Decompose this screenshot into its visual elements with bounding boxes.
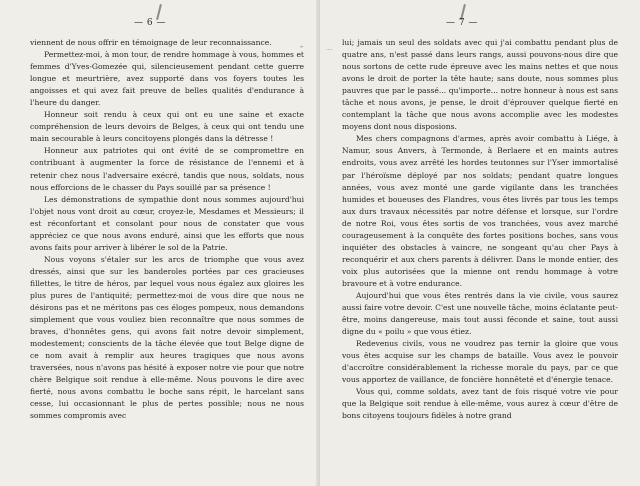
margin-note-right: .... <box>326 46 333 52</box>
right-page <box>320 0 640 486</box>
paragraph: Honneur aux patriotes qui ont évité de se compromettre en contribuant à augmenter la force de résistance de l'ennemi et à retenir chez nous l'adversaire exécré, tandis que nous, soldats, nous nous efforcions de le chasser du Pays souillé par sa présence ! <box>30 146 304 192</box>
paragraph: Honneur soit rendu à ceux qui ont eu une saine et exacte compréhension de leurs devoirs de Belges, à ceux qui ont tendu une main secourable à leurs concitoyens plongés dans la détresse ! <box>30 110 304 144</box>
paragraph: Redevenus civils, vous ne voudrez pas ternir la gloire que vous vous êtes acquise sur les champs de bataille. Vous avez le pouvoir d'accroître considérablement la richesse morale du pays, par ce que vous apportez de vaillance, de foncière honnêteté et d'énergie tenace. <box>342 339 618 385</box>
paragraph: lui; jamais un seul des soldats avec qui j'ai combattu pendant plus de quatre ans, n'est passé dans leurs rangs, aussi pouvons-nous dire que nous sortons de cette rude épreuve avec les mains nettes et que nous avons le droit de porter la tête haute; sans doute, nous sommes plus pauvres que par le passé... qu'importe... notre honneur à nous est sans tâche et nous avons, je pense, le droit d'éprouver quelque fierté en contemplant la tâche que nous avons accomplie avec les modestes moyens dont nous disposions. <box>342 38 618 132</box>
margin-note-left: » <box>300 44 304 50</box>
left-page <box>0 0 318 486</box>
right-page-text <box>342 37 618 423</box>
paragraph: Vous qui, comme soldats, avez tant de fois risqué votre vie pour que la Belgique soit rendue à elle-même, vous aurez à cœur d'être de bons citoyens toujours fidèles à notre grand <box>342 387 618 421</box>
paragraph: Aujourd'hui que vous êtes rentrés dans la vie civile, vous saurez aussi faire votre devoir. C'est une nouvelle tâche, moins éclatante peut-être, moins dangereuse, mais tout aussi féconde et saine, tout aussi digne du « poilu » que vous étiez. <box>342 290 618 337</box>
paragraph: viennent de nous offrir en témoignage de leur reconnaissance. <box>30 38 272 47</box>
page-number-left: — 6 — <box>134 18 166 28</box>
page-number-right: — 7 — <box>446 18 478 28</box>
left-page-text <box>30 37 304 423</box>
paragraph: Les démonstrations de sympathie dont nous sommes aujourd'hui l'objet nous vont droit au cœur, croyez-le, Mesdames et Messieurs; il est réconfortant et consolant pour nous de constater que vous appréciez ce que nous avons enduré, ainsi que les efforts que nous avons faits pour arriver à libérer le sol de la Patrie. <box>30 194 304 252</box>
paragraph: Permettez-moi, à mon tour, de rendre hommage à vous, hommes et femmes d'Yves-Gomezée qui, silencieusement pendant cette guerre longue et meurtrière, avez supporté dans vos foyers toutes les angoisses et qui avez fait preuve de belles qualités d'endurance à l'heure du danger. <box>30 50 304 108</box>
paragraph: Mes chers compagnons d'armes, après avoir combattu à Liége, à Namur, sous Anvers, à Termonde, à Berlaere et en maints autres endroits, vous avez arrêté les hordes teutonnes sur l'Yser immortalisé par l'héroïsme déployé par nos soldats; pendant quatre longues années, vous avez monté une garde vigilante dans les tranchées humides et boueuses des Flandres, vous êtes livrés par tous les temps aux durs travaux nécessités par notre défense et lorsque, sur l'ordre de notre Roi, vous êtes sortis de vos tranchées, vous avez marché courageusement à la conquête des fortes positions boches, sans vous inquiéter des obstacles à vaincre, ne songeant qu'au cher Pays à reconquérir et aux chers parents à délivrer. Dans le monde entier, des voix plus autorisées que la mienne ont rendu hommage à votre bravoure et à votre endurance. <box>342 134 618 288</box>
paragraph: Nous voyons s'étaler sur les arcs de triomphe que vous avez dressés, ainsi que sur les banderoles portées par ces gracieuses fillettes, le titre de héros, par lequel vous nous égalez aux gloires les plus pures de l'antiquité; permettez-moi de vous dire que nous ne désirons pas et ne méritons pas ces éloges pompeux, nous demandons simplement que vous vouliez bien reconnaître que nous sommes de braves, d'honnêtes gens, qui avons fait notre devoir simplement, modestement; conscients de la tâche élevée que tout Belge digne de ce nom avait à remplir aux heures tragiques que nous avons traversées, nous n'avons pas hésité à exposer notre vie pour que notre chère Belgique soit rendue à elle-même. Nous pouvons le dire avec fierté, nous avons combattu le boche sans répit, le harcelant sans cesse, lui occasionnant le plus de pertes possible; nous ne nous sommes compromis avec <box>30 254 304 421</box>
